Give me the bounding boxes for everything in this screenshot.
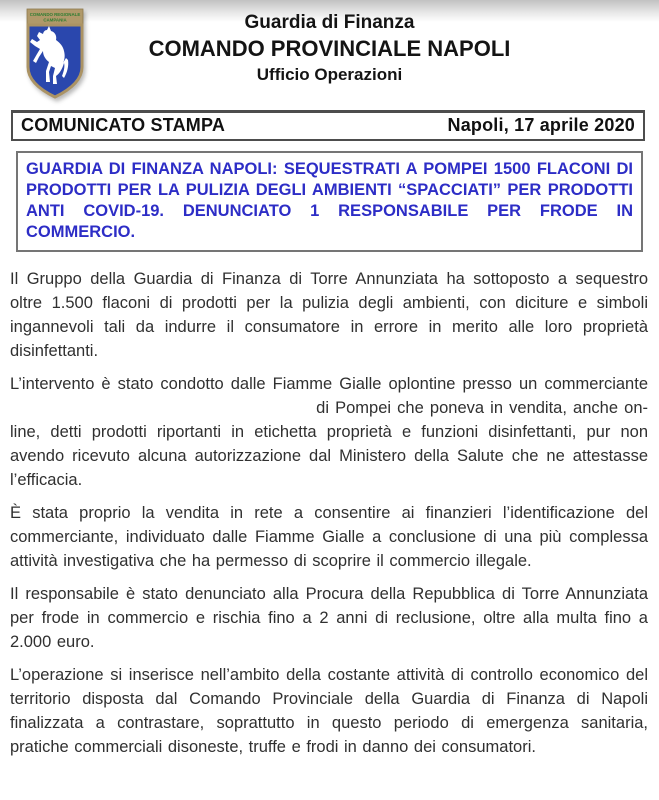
paragraph-3: È stata proprio la vendita in rete a consentire ai finanzieri l’identificazione del commerciante, individuato dalle Fiamme Gialle a conclusione di una più complessa attività investigativa che ha permesso di scoprire il commercio illegale.	[10, 504, 648, 570]
article-body	[10, 267, 648, 759]
redacted-name-gap	[10, 412, 310, 413]
headline-text: GUARDIA DI FINANZA NAPOLI: SEQUESTRATI A POMPEI 1500 FLACONI DI PRODOTTI PER LA PULIZIA DEGLI AMBIENTI “SPACCIATI” PER PRODOTTI ANTI COVID-19. DENUNCIATO 1 RESPONSABILE PER FRODE IN COMMERCIO.	[26, 160, 633, 241]
headline-box	[16, 151, 643, 252]
letterhead	[0, 0, 659, 104]
paragraph-4: Il responsabile è stato denunciato alla Procura della Repubblica di Torre Annunziata per frode in commercio e rischia fino a 2 anni di reclusione, oltre alla multa fino a 2.000 euro.	[10, 585, 648, 651]
paragraph-5: L’operazione si inserisce nell’ambito della costante attività di controllo economico del territorio disposta dal Comando Provinciale della Guardia di Finanza di Napoli finalizzata a contrastare, soprattutto in questo periodo di emergenza sanitaria, pratiche commerciali disoneste, truffe e frodi in danno dei consumatori.	[10, 666, 648, 756]
crest-banner-line2: CAMPANIA	[43, 17, 67, 23]
dateline: Napoli, 17 aprile 2020	[447, 115, 635, 135]
paragraph-2	[10, 372, 648, 492]
org-title: Guardia di Finanza	[244, 12, 415, 33]
paragraph-2-after-gap: di Pompei che poneva in vendita, anche on-line, detti prodotti riportanti in etichetta proprietà e funzioni disinfettanti, pur non avendo ricevuto alcuna autorizzazione dal Ministero della Salute che ne attestasse l’efficacia.	[10, 399, 648, 489]
command-title: COMANDO PROVINCIALE NAPOLI	[148, 36, 511, 61]
crest-banner-line1: COMANDO REGIONALE	[29, 12, 81, 17]
paragraph-1: Il Gruppo della Guardia di Finanza di Torre Annunziata ha sottoposto a sequestro oltre 1.500 flaconi di prodotti per la pulizia degli ambienti, con diciture e simboli ingannevoli tali da indurre il consumatore in errore in merito alle loro proprietà disinfettanti.	[10, 270, 648, 360]
press-release-bar	[11, 110, 645, 141]
gdf-crest	[22, 8, 88, 100]
paragraph-2-before-gap: L’intervento è stato condotto dalle Fiamme Gialle oplontine presso un commerciante	[10, 375, 648, 393]
office-subtitle: Ufficio Operazioni	[256, 65, 403, 84]
press-release-label: COMUNICATO STAMPA	[21, 115, 226, 135]
